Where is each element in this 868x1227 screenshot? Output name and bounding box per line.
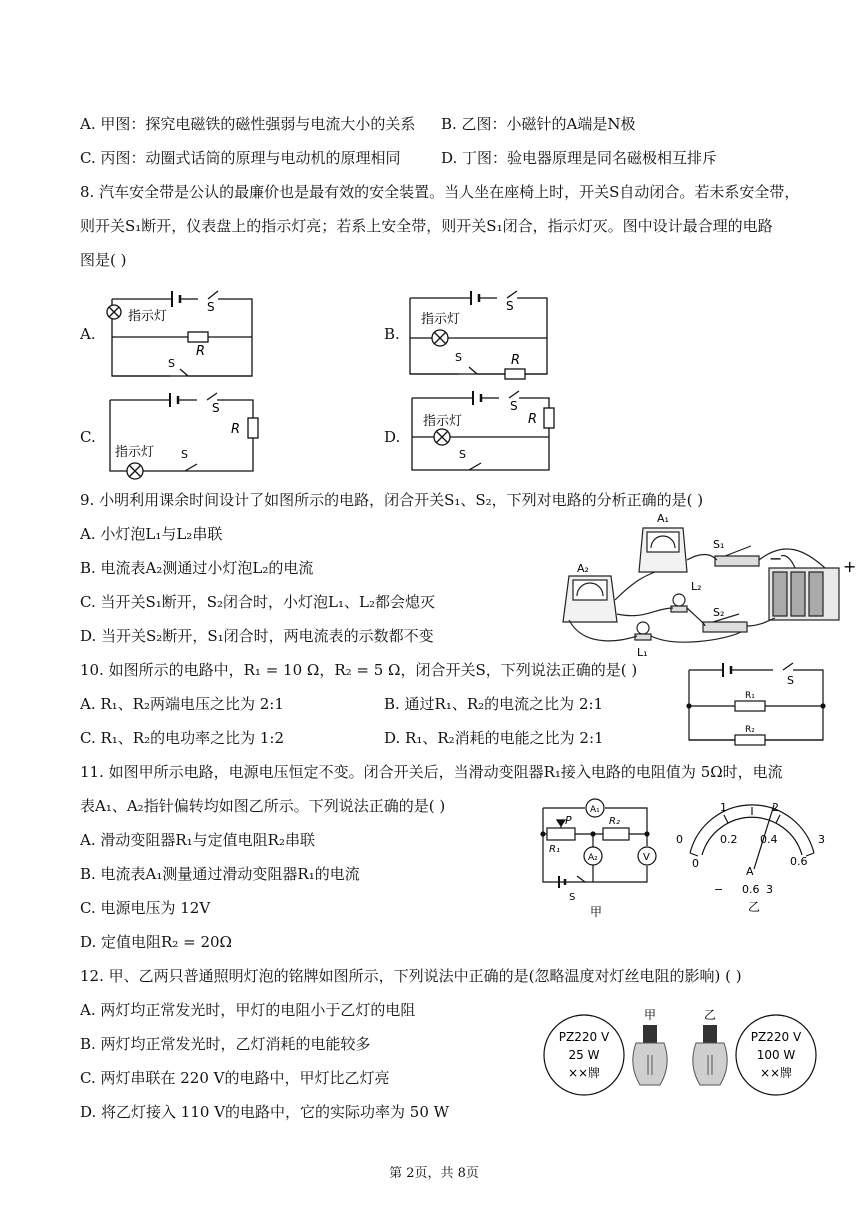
scale-bottom-06: 0.6 — [790, 855, 808, 868]
ammeter-a2-label: A₂ — [577, 562, 589, 575]
plate-jia-power: 25 W — [568, 1048, 600, 1062]
resistor-r2-label: R₂ — [745, 725, 755, 735]
q11-stem-line1: 11. 如图甲所示电路，电源电压恒定不变。闭合开关后，当滑动变阻器R₁接入电路的电阻值为 5Ω时，电流 — [80, 763, 783, 781]
switch-s-label: S — [787, 674, 794, 687]
q9-stem: 9. 小明利用课余时间设计了如图所示的电路，闭合开关S₁、S₂，下列对电路的分析正确的是( ) — [80, 491, 704, 509]
switch-s1-label: S — [168, 357, 175, 370]
figure-jia-caption: 甲 — [590, 905, 603, 919]
q9-option-a: A. 小灯泡L₁与L₂串联 — [80, 525, 223, 543]
switch-s-label: S — [569, 892, 576, 903]
switch-s-label: S — [506, 299, 514, 313]
resistor-r-label: R — [231, 422, 241, 437]
resistor-r-label: R — [196, 344, 206, 359]
resistor-r-label: R — [528, 412, 538, 427]
switch-s-label: S — [207, 300, 215, 314]
lamp-l1-label: L₁ — [637, 646, 648, 659]
q8-stem-line2: 则开关S₁断开，仪表盘上的指示灯亮；若系上安全带，则开关S₁闭合，指示灯灭。图中设计最合理的电路 — [80, 217, 773, 235]
q9-option-c: C. 当开关S₁断开，S₂闭合时，小灯泡L₁、L₂都会熄灭 — [80, 593, 436, 611]
q11-option-d: D. 定值电阻R₂ = 20Ω — [80, 933, 232, 951]
switch-s1-label: S₁ — [713, 538, 725, 551]
ammeter-a1-label: A₁ — [590, 805, 600, 815]
q12-option-d: D. 将乙灯接入 110 V的电路中，它的实际功率为 50 W — [80, 1103, 450, 1121]
resistor-r-label: R — [511, 353, 521, 368]
q8-label-a: A. — [80, 325, 96, 343]
switch-s1-label: S — [181, 448, 188, 461]
q9-option-b: B. 电流表A₂测通过小灯泡L₂的电流 — [80, 559, 314, 577]
voltmeter-label: V — [643, 852, 650, 863]
terminal-3: 3 — [766, 883, 773, 896]
q9-physical-circuit-figure — [555, 510, 860, 660]
q10-circuit-figure — [683, 660, 833, 750]
q11-option-a: A. 滑动变阻器R₁与定值电阻R₂串联 — [80, 831, 315, 849]
lamp-label: 指示灯 — [115, 445, 155, 460]
resistor-r2-label: R₂ — [609, 816, 620, 827]
lamp-l2-label: L₂ — [691, 580, 702, 593]
scale-top-0: 0 — [676, 833, 683, 846]
q12-option-b: B. 两灯均正常发光时，乙灯消耗的电能较多 — [80, 1035, 371, 1053]
q8-circuit-c — [105, 388, 265, 483]
q9-option-d: D. 当开关S₂断开，S₁闭合时，两电流表的示数都不变 — [80, 627, 434, 645]
scale-top-1: 1 — [720, 801, 727, 814]
scale-bottom-04: 0.4 — [760, 833, 778, 846]
switch-s2-label: S₂ — [713, 606, 725, 619]
scale-top-2: 2 — [772, 801, 779, 814]
lamp-label: 指示灯 — [421, 312, 461, 327]
q10-stem: 10. 如图所示的电路中，R₁ = 10 Ω，R₂ = 5 Ω，闭合开关S，下列说法正确的是( ) — [80, 661, 638, 679]
q8-circuit-a — [100, 285, 260, 380]
scale-bottom-0: 0 — [692, 857, 699, 870]
bulb-jia-label: 甲 — [644, 1008, 657, 1022]
q12-option-a: A. 两灯均正常发光时，甲灯的电阻小于乙灯的电阻 — [80, 1001, 416, 1019]
terminal-06: 0.6 — [742, 883, 760, 896]
scale-bottom-02: 0.2 — [720, 833, 738, 846]
slider-p-label: P — [565, 814, 572, 827]
q7-option-a: A. 甲图：探究电磁铁的磁性强弱与电流大小的关系 — [80, 115, 416, 133]
q8-stem-line3: 图是( ) — [80, 251, 127, 269]
resistor-r1-label: R₁ — [745, 691, 755, 701]
q8-label-b: B. — [384, 325, 400, 343]
bulb-yi-label: 乙 — [704, 1008, 717, 1022]
q11-option-b: B. 电流表A₁测量通过滑动变阻器R₁的电流 — [80, 865, 360, 883]
scale-top-3: 3 — [818, 833, 825, 846]
plate-yi-power: 100 W — [756, 1048, 796, 1062]
q12-bulb-nameplates-figure — [540, 1005, 840, 1105]
ammeter-a2-label: A₂ — [588, 853, 598, 863]
unit-label: A — [746, 865, 754, 878]
plate-jia-model: PZ220 V — [558, 1030, 610, 1044]
lamp-label: 指示灯 — [128, 309, 168, 324]
plate-jia-brand: ××牌 — [567, 1066, 601, 1080]
q11-stem-line2: 表A₁、A₂指针偏转均如图乙所示。下列说法正确的是( ) — [80, 797, 446, 815]
switch-s-label: S — [510, 399, 518, 413]
q11-figure-yi-ammeter-dial — [672, 795, 832, 925]
q10-option-b: B. 通过R₁、R₂的电流之比为 2:1 — [384, 695, 604, 713]
resistor-r1-label: R₁ — [549, 844, 560, 855]
q8-label-d: D. — [384, 428, 401, 446]
q8-label-c: C. — [80, 428, 96, 446]
q7-option-d: D. 丁图：验电器原理是同名磁极相互排斥 — [441, 149, 718, 167]
lamp-label: 指示灯 — [423, 414, 463, 429]
battery-minus-label: − — [769, 549, 783, 568]
q7-option-c: C. 丙图：动圈式话筒的原理与电动机的原理相同 — [80, 149, 401, 167]
q10-option-a: A. R₁、R₂两端电压之比为 2:1 — [80, 695, 284, 713]
q10-option-c: C. R₁、R₂的电功率之比为 1:2 — [80, 729, 285, 747]
switch-s1-label: S — [455, 351, 462, 364]
ammeter-a1-label: A₁ — [657, 512, 669, 525]
page-footer: 第 2页，共 8页 — [389, 1166, 479, 1181]
switch-s-label: S — [212, 401, 220, 415]
q12-stem: 12. 甲、乙两只普通照明灯泡的铭牌如图所示，下列说法中正确的是(忽略温度对灯丝电阻的影响) ( ) — [80, 967, 742, 985]
plate-yi-model: PZ220 V — [750, 1030, 802, 1044]
q12-option-c: C. 两灯串联在 220 V的电路中，甲灯比乙灯亮 — [80, 1069, 390, 1087]
terminal-minus: − — [714, 883, 724, 896]
q11-option-c: C. 电源电压为 12V — [80, 899, 211, 917]
battery-plus-label: + — [843, 557, 857, 576]
figure-yi-caption: 乙 — [748, 900, 761, 914]
q11-figure-jia-circuit — [535, 790, 665, 920]
plate-yi-brand: ××牌 — [759, 1066, 793, 1080]
q10-option-d: D. R₁、R₂消耗的电能之比为 2:1 — [384, 729, 604, 747]
q8-circuit-d — [407, 390, 557, 482]
q8-circuit-b — [405, 288, 555, 380]
q7-option-b: B. 乙图：小磁针的A端是N极 — [441, 115, 636, 133]
switch-s1-label: S — [459, 448, 466, 461]
q8-stem-line1: 8. 汽车安全带是公认的最廉价也是最有效的安全装置。当人坐在座椅上时，开关S自动闭合。若未系安全带， — [80, 183, 800, 201]
